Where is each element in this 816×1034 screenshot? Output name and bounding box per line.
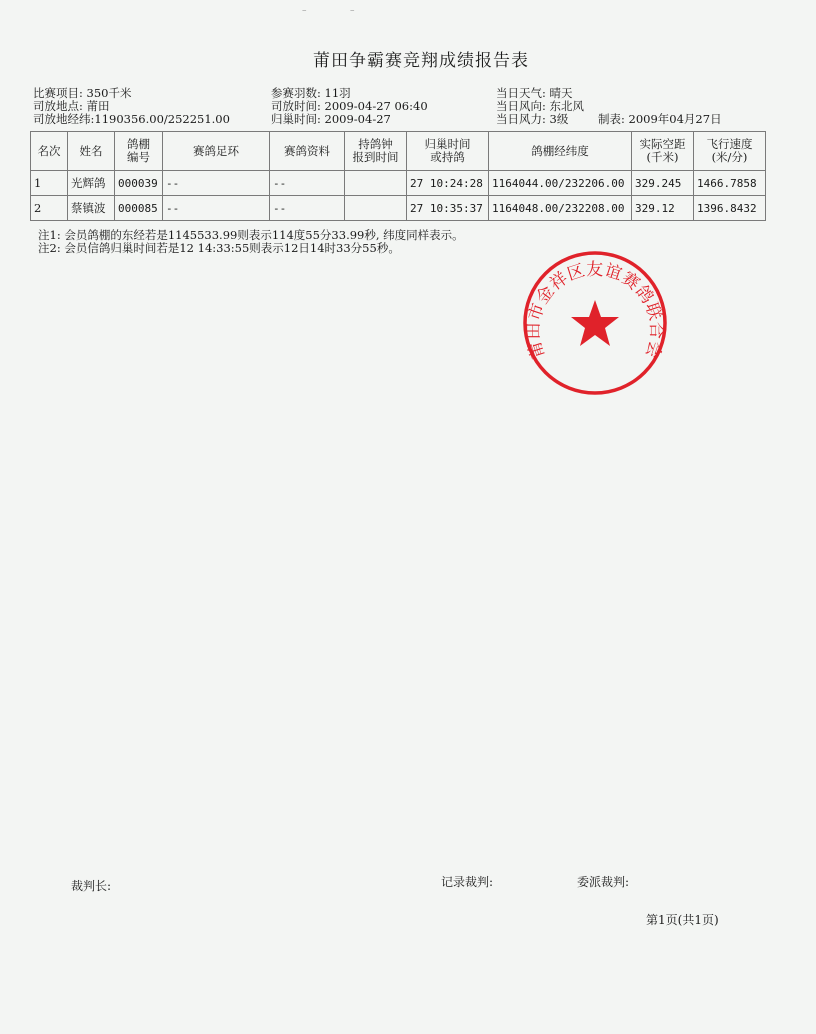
info-line: 当日风向: 东北风 <box>496 99 585 113</box>
table-cell: 2 <box>31 196 68 221</box>
info-column-1 <box>33 87 230 126</box>
table-cell: 1466.7858 <box>694 171 766 196</box>
info-line: 比赛项目: 350千米 <box>33 86 132 100</box>
delegate-judge-label: 委派裁判: <box>577 875 630 889</box>
made-date: 制表: 2009年04月27日 <box>598 112 722 126</box>
table-cell: 329.245 <box>632 171 694 196</box>
note-line: 注1: 会员鸽棚的东经若是1145533.99则表示114度55分33.99秒, 纬度同样表示。 <box>38 228 464 242</box>
table-cell <box>345 196 407 221</box>
scan-mark: – <box>302 6 307 16</box>
header-loft-no: 鸽棚 编号 <box>115 132 163 171</box>
seal-star-icon <box>571 300 619 346</box>
header-return-time: 归巢时间 或持鸽 <box>407 132 489 171</box>
seal-text: 莆田市金祥区友谊赛鸽联合会 <box>523 259 667 362</box>
table-cell: -- <box>163 171 270 196</box>
table-cell: 329.12 <box>632 196 694 221</box>
table-cell: -- <box>270 196 345 221</box>
table-header-row <box>31 132 766 171</box>
table-cell: 1 <box>31 171 68 196</box>
table-cell: 1164048.00/232208.00 <box>489 196 632 221</box>
page-number: 第1页(共1页) <box>646 913 719 927</box>
info-line: 司放地经纬:1190356.00/252251.00 <box>33 112 230 126</box>
header-pigeon-info: 赛鸽资料 <box>270 132 345 171</box>
table-cell: 1396.8432 <box>694 196 766 221</box>
note-line: 注2: 会员信鸽归巢时间若是12 14:33:55则表示12日14时33分55秒。 <box>38 240 400 255</box>
info-line: 司放地点: 莆田 <box>33 99 110 113</box>
chief-judge-label: 裁判长: <box>71 879 112 893</box>
info-line: 参赛羽数: 11羽 <box>271 86 351 100</box>
table-row <box>31 171 766 196</box>
table-cell: 000039 <box>115 171 163 196</box>
table-row <box>31 196 766 221</box>
notes <box>38 229 464 254</box>
header-rank: 名次 <box>31 132 68 171</box>
table-cell: -- <box>270 171 345 196</box>
table-cell: 蔡镇波 <box>68 196 115 221</box>
header-clock-time: 持鸽钟 报到时间 <box>345 132 407 171</box>
info-column-2 <box>271 87 428 126</box>
table-cell: 27 10:24:28 <box>407 171 489 196</box>
table-cell <box>345 171 407 196</box>
header-coordinates: 鸽棚经纬度 <box>489 132 632 171</box>
header-speed: 飞行速度 (米/分) <box>694 132 766 171</box>
info-line: 当日天气: 晴天 <box>496 86 573 100</box>
recorder-judge-label: 记录裁判: <box>441 875 494 889</box>
table-cell: 1164044.00/232206.00 <box>489 171 632 196</box>
scan-mark: – <box>350 6 355 16</box>
table-cell: -- <box>163 196 270 221</box>
table-cell: 27 10:35:37 <box>407 196 489 221</box>
report-title: 莆田争霸赛竞翔成绩报告表 <box>313 51 529 71</box>
header-distance: 实际空距 (千米) <box>632 132 694 171</box>
results-table <box>30 131 766 221</box>
info-line: 归巢时间: 2009-04-27 <box>271 112 391 126</box>
info-line: 当日风力: 3级 <box>496 112 569 126</box>
info-column-3 <box>496 87 584 126</box>
info-line: 司放时间: 2009-04-27 06:40 <box>271 99 428 113</box>
table-cell: 000085 <box>115 196 163 221</box>
header-ring: 赛鸽足环 <box>163 132 270 171</box>
header-name: 姓名 <box>68 132 115 171</box>
official-seal <box>522 250 668 396</box>
table-cell: 光辉鸽 <box>68 171 115 196</box>
